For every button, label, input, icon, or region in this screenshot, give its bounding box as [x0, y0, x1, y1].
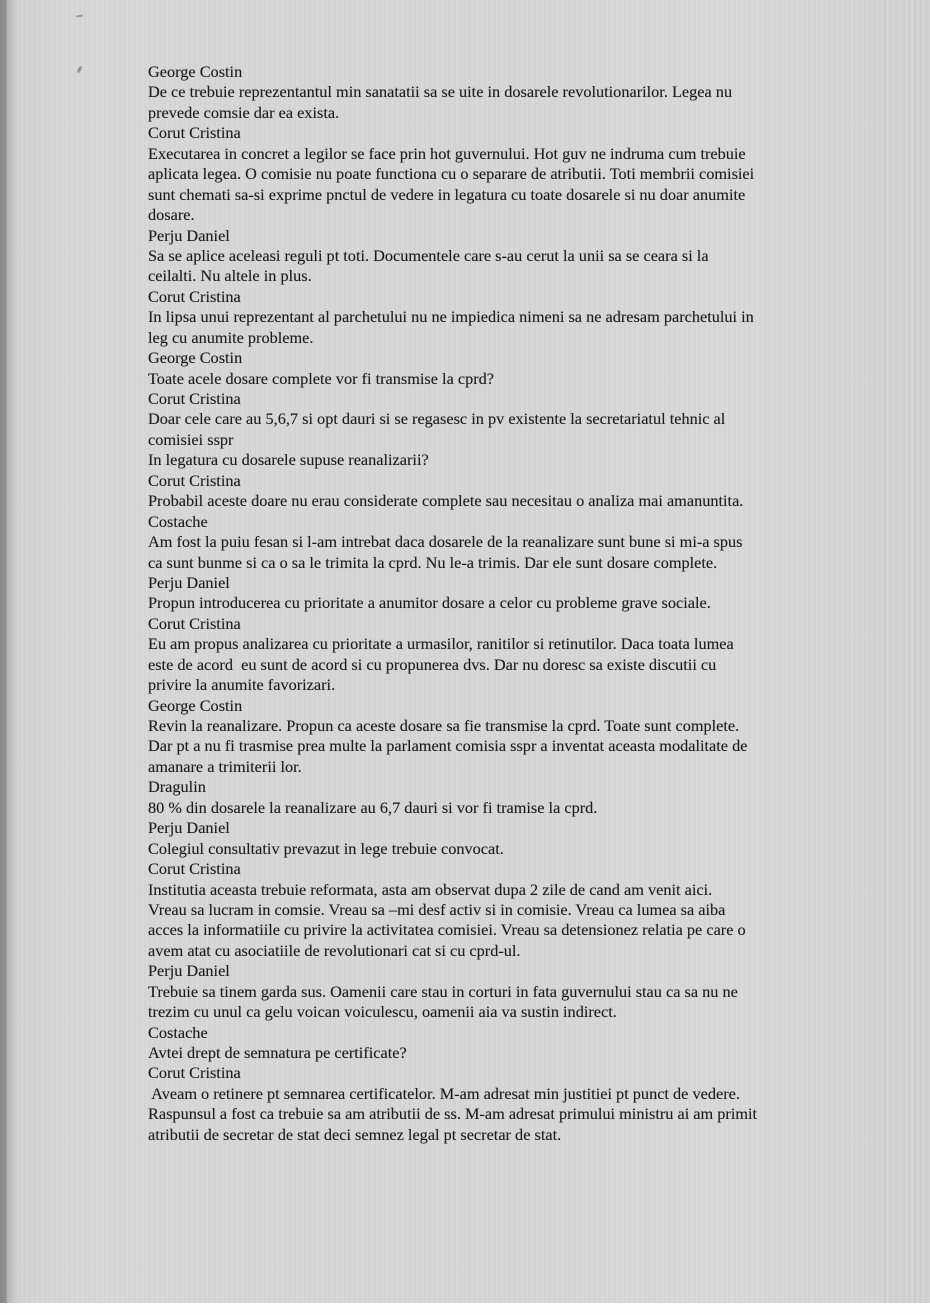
transcript-line: Aveam o retinere pt semnarea certificatelor. M-am adresat min justitiei pt punct de vedere.: [148, 1083, 740, 1103]
transcript-line: avem atat cu asociatiile de revolutionari cat si cu cprd-ul.: [148, 940, 521, 960]
transcript-line: este de acord eu sunt de acord si cu propunerea dvs. Dar nu doresc sa existe discutii cu: [148, 654, 717, 674]
scanner-edge-gradient: [7, 0, 19, 1303]
transcript-line: privire la anumite favorizari.: [148, 675, 336, 695]
speaker-name: Costache: [148, 1022, 208, 1042]
speaker-name: Corut Cristina: [148, 613, 241, 633]
transcript-line: amanare a trimiterii lor.: [148, 756, 302, 776]
scanner-edge-shadow: [0, 0, 7, 1303]
transcript-line: Dar pt a nu fi trasmise prea multe la parlament comisia sspr a inventat aceasta modalitate de: [148, 736, 748, 756]
transcript-line: dosare.: [148, 205, 195, 225]
transcript-line: atributii de secretar de stat deci semnez legal pt secretar de stat.: [148, 1124, 562, 1144]
transcript-line: Propun introducerea cu prioritate a anumitor dosare a celor cu probleme grave sociale.: [148, 593, 711, 613]
transcript-line: comisiei sspr: [148, 429, 234, 449]
speaker-name: Corut Cristina: [148, 1063, 241, 1083]
speaker-name: Corut Cristina: [148, 389, 241, 408]
transcript-line: In lipsa unui reprezentant al parchetului nu ne impiedica nimeni sa ne adresam parchetului in: [148, 307, 754, 327]
transcript-line: Vreau sa lucram in comsie. Vreau sa –mi desf activ si in comisie. Vreau ca lumea sa aiba: [148, 899, 726, 919]
speaker-name: Dragulin: [148, 777, 206, 797]
scan-bottom-margin: [0, 1303, 930, 1315]
transcript-line: leg cu anumite probleme.: [148, 327, 314, 347]
speaker-name: Corut Cristina: [148, 286, 241, 306]
speaker-name: Corut Cristina: [148, 470, 241, 490]
transcript-line: Executarea in concret a legilor se face prin hot guvernului. Hot guv ne indruma cum trebuie: [148, 143, 746, 163]
speaker-name: George Costin: [148, 695, 243, 715]
speaker-name: Corut Cristina: [148, 859, 241, 879]
transcript-line: aplicata legea. O comisie nu poate functiona cu o separare de atributii. Toti membrii comisiei: [148, 164, 755, 184]
speaker-name: Perju Daniel: [148, 572, 230, 592]
speaker-name: Perju Daniel: [148, 225, 230, 245]
transcript-line: acces la informatiile cu privire la activitatea comisiei. Vreau sa detensionez relatia pe care o: [148, 920, 746, 940]
transcript-line: De ce trebuie reprezentantul min sanatatii sa se uite in dosarele revolutionarilor. Legea nu: [148, 82, 733, 102]
speaker-name: Corut Cristina: [148, 123, 241, 143]
speaker-name: Costache: [148, 511, 208, 531]
transcript-line: Avtei drept de semnatura pe certificate?: [148, 1043, 407, 1062]
speaker-name: George Costin: [148, 348, 243, 368]
transcript-line: ca sunt bunme si ca o sa le trimita la cprd. Nu le-a trimis. Dar ele sunt dosare complete.: [148, 552, 718, 572]
scan-speck: [76, 15, 83, 18]
transcript-line: Doar cele care au 5,6,7 si opt dauri si se regasesc in pv existente la secretariatul tehnic al: [148, 409, 726, 429]
transcript-line: Institutia aceasta trebuie reformata, asta am observat dupa 2 zile de cand am venit aici.: [148, 879, 713, 899]
transcript-line: Eu am propus analizarea cu prioritate a urmasilor, ranitilor si retinutilor. Daca toata lumea: [148, 634, 734, 654]
transcript-line: ceilalti. Nu altele in plus.: [148, 266, 312, 286]
scan-speck: [77, 66, 83, 74]
transcript-line: Colegiul consultativ prevazut in lege trebuie convocat.: [148, 838, 504, 858]
transcript-line: Toate acele dosare complete vor fi transmise la cprd?: [148, 368, 495, 388]
transcript-line: trezim cu unul ca gelu voican voiculescu, oamenii aia va sustin indirect.: [148, 1002, 617, 1022]
transcript-line: Raspunsul a fost ca trebuie sa am atributii de ss. M-am adresat primului ministru ai am primit: [148, 1104, 758, 1124]
transcript-line: Trebuie sa tinem garda sus. Oamenii care stau in corturi in fata guvernului stau ca sa nu ne: [148, 981, 738, 1001]
transcript-line: Sa se aplice aceleasi reguli pt toti. Documentele care s-au cerut la unii sa se ceara si la: [148, 245, 709, 265]
transcript-line: Revin la reanalizare. Propun ca aceste dosare sa fie transmise la cprd. Toate sunt complete.: [148, 716, 740, 735]
transcript-line: prevede comsie dar ea exista.: [148, 102, 340, 122]
right-edge-shading: [884, 0, 930, 1303]
transcript-line: Am fost la puiu fesan si l-am intrebat daca dosarele de la reanalizare sunt bune si mi-a spus: [148, 532, 743, 552]
speaker-name: George Costin: [148, 62, 243, 81]
speaker-name: Perju Daniel: [148, 818, 230, 838]
transcript: [148, 62, 868, 1145]
transcript-line: Probabil aceste doare nu erau considerate complete sau necesitau o analiza mai amanuntita.: [148, 491, 744, 511]
transcript-line: sunt chemati sa-si exprime pnctul de vedere in legatura cu toate dosarele si nu doar anumite: [148, 184, 746, 204]
speaker-name: Perju Daniel: [148, 961, 230, 981]
transcript-line: 80 % din dosarele la reanalizare au 6,7 dauri si vor fi tramise la cprd.: [148, 797, 598, 817]
transcript-line: In legatura cu dosarele supuse reanalizarii?: [148, 450, 429, 470]
